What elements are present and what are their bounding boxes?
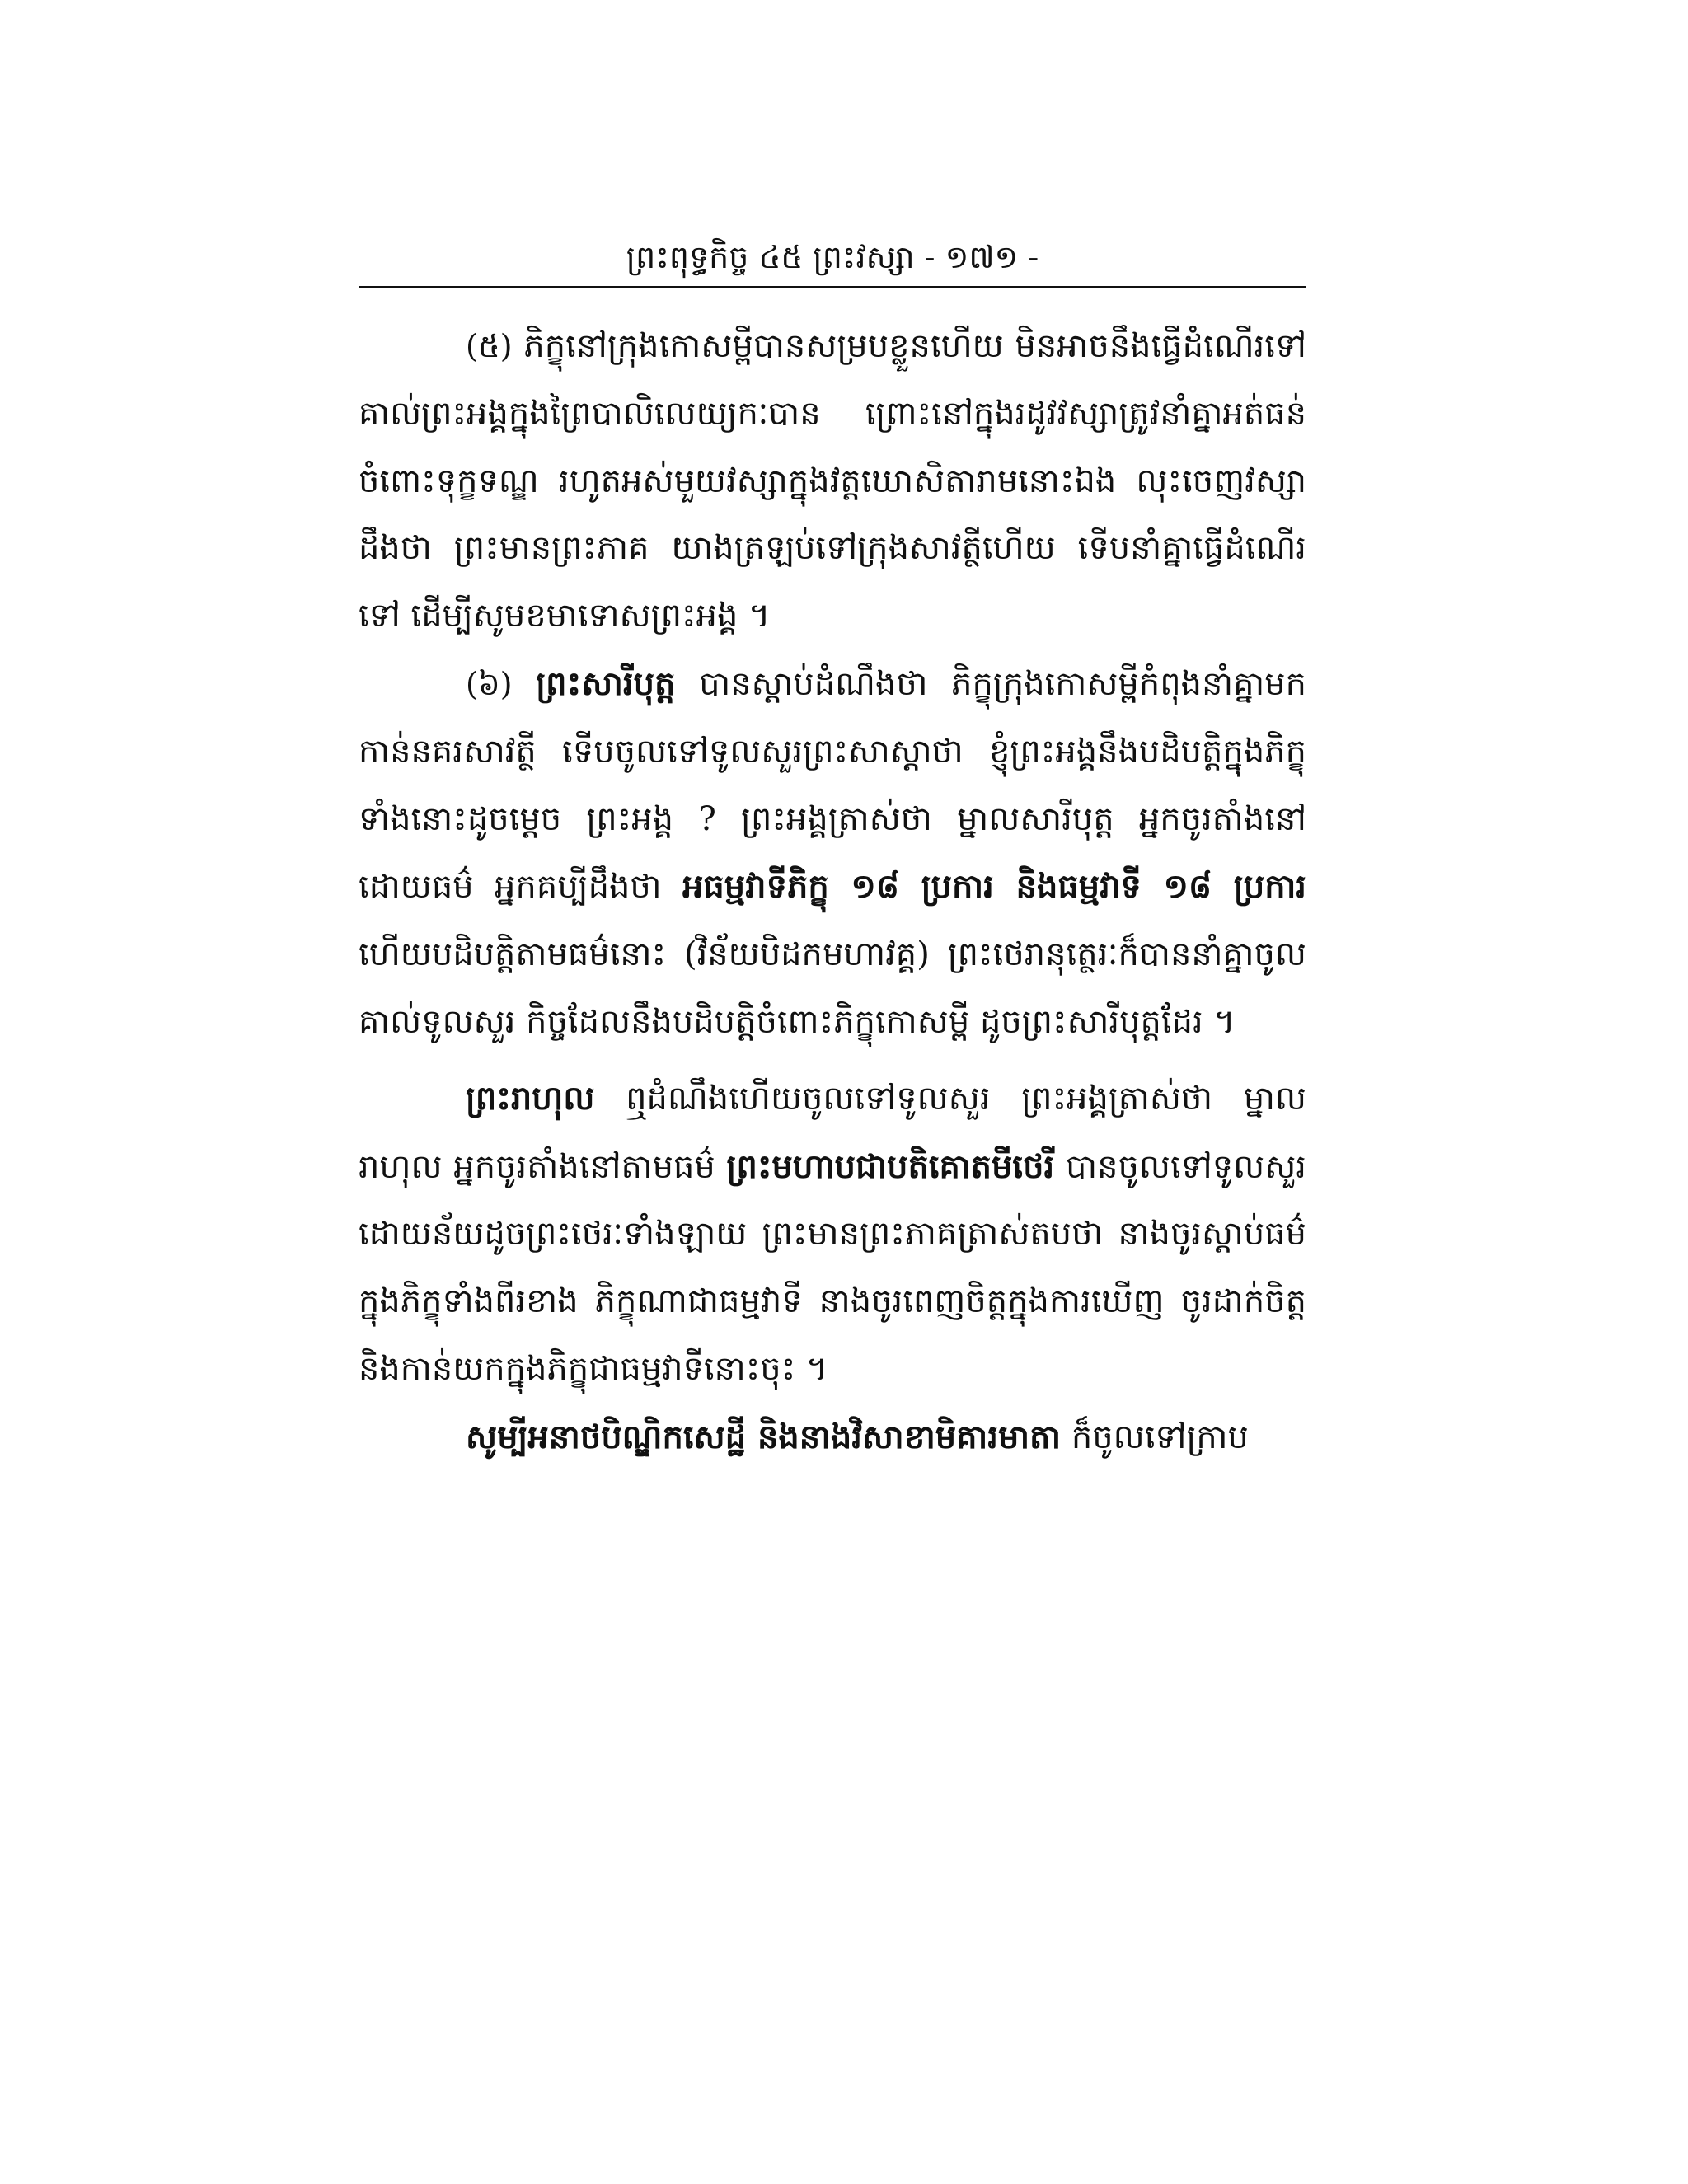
bold-term-anathapindika: សូម្បីអនាថបិណ្ឌិកសេដ្ឋី និងនាងវិសាខាមិគារមាតា [466, 1417, 1062, 1456]
book-title: ព្រះពុទ្ធកិច្ច ៤៥ ព្រះវស្សា [626, 239, 915, 275]
paragraph-text: ឮដំណឹងហើយចូលទៅទូលសួរ ព្រះអង្គត្រាស់ថា ម្នាលរាហុល អ្នកចូរតាំងនៅតាមធម៌ [359, 1079, 1306, 1186]
paragraph-text: បានចូលទៅទូលសួរដោយន័យដូចព្រះថេរៈទាំងឡាយ ព្រះមានព្រះភាគត្រាស់តបថា នាងចូរស្តាប់ធម៌ក្នុងភិក្ខុទាំងពីរខាង ភិក្ខុណាជាធម្មវាទី នាងចូរពេញចិត្តក្នុងការឃើញ ចូរដាក់ចិត្ត និងកាន់យកក្នុងភិក្ខុជាធម្មវាទីនោះចុះ ។ [359, 1147, 1306, 1388]
bold-term-rahula: ព្រះរាហុល [466, 1078, 595, 1118]
paragraph-anathapindika [359, 1404, 1306, 1472]
paragraph-number: (៦) [466, 665, 513, 702]
paragraph-rahula [359, 1065, 1306, 1404]
paragraph-5 [359, 313, 1306, 650]
page-number: - ១៧១ - [924, 239, 1039, 275]
running-header [359, 232, 1306, 282]
paragraph-number: (៥) [466, 328, 513, 364]
header-divider [359, 286, 1306, 288]
paragraph-text: បានស្តាប់ដំណឹងថា ភិក្ខុក្រុងកោសម្ពីកំពុងនាំគ្នាមកកាន់នគរសាវត្ថី ទើបចូលទៅទូលសួរព្រះសាស្តាថា ខ្ញុំព្រះអង្គនឹងបដិបត្តិក្នុងភិក្ខុទាំងនោះដូចម្តេច ព្រះអង្គ ? ព្រះអង្គត្រាស់ថា ម្នាលសារីបុត្ត អ្នកចូរតាំងនៅដោយធម៌ អ្នកគប្បីដឹងថា [359, 664, 1306, 907]
body-text [359, 313, 1306, 1472]
paragraph-text: ក៏ចូលទៅក្រាប [1061, 1418, 1249, 1456]
paragraph-text: ហើយបដិបត្តិតាមធម៌នោះ (វិន័យបិដកមហាវគ្គ) ព្រះថេរានុត្ថេរៈក៏បាននាំគ្នាចូលគាល់ទូលសួរ កិច្ចដែលនឹងបដិបត្តិចំពោះភិក្ខុកោសម្ពី ដូចព្រះសារីបុត្តដែរ ។ [359, 935, 1306, 1041]
paragraph-6 [359, 650, 1306, 1057]
bold-term-mahapajapati: ព្រះមហាបជាបតិគោតមីថេរី [726, 1146, 1055, 1186]
paragraph-text: ភិក្ខុនៅក្រុងកោសម្ពីបានសម្របខ្លួនហើយ មិនអាចនឹងធ្វើដំណើរទៅគាល់ព្រះអង្គក្នុងព្រៃបាលិលេយ្យកៈបាន ព្រោះនៅក្នុងរដូវវស្សាត្រូវនាំគ្នាអត់ធន់ចំពោះទុក្ខទណ្ឌ រហូតអស់មួយវស្សាក្នុងវត្តឃោសិតារាមនោះឯង លុះចេញវស្សាដឹងថា ព្រះមានព្រះភាគ យាងត្រឡប់ទៅក្រុងសាវត្ថីហើយ ទើបនាំគ្នាធ្វើដំណើរទៅ ដើម្បីសូមខមាទោសព្រះអង្គ ។ [359, 327, 1306, 635]
bold-term-adhammavadi: អធម្មវាទីភិក្ខុ ១៨ ប្រការ និងធម្មវាទី ១៨ ប្រការ [682, 867, 1306, 907]
bold-term-sariputta: ព្រះសារីបុត្ត [536, 663, 676, 703]
